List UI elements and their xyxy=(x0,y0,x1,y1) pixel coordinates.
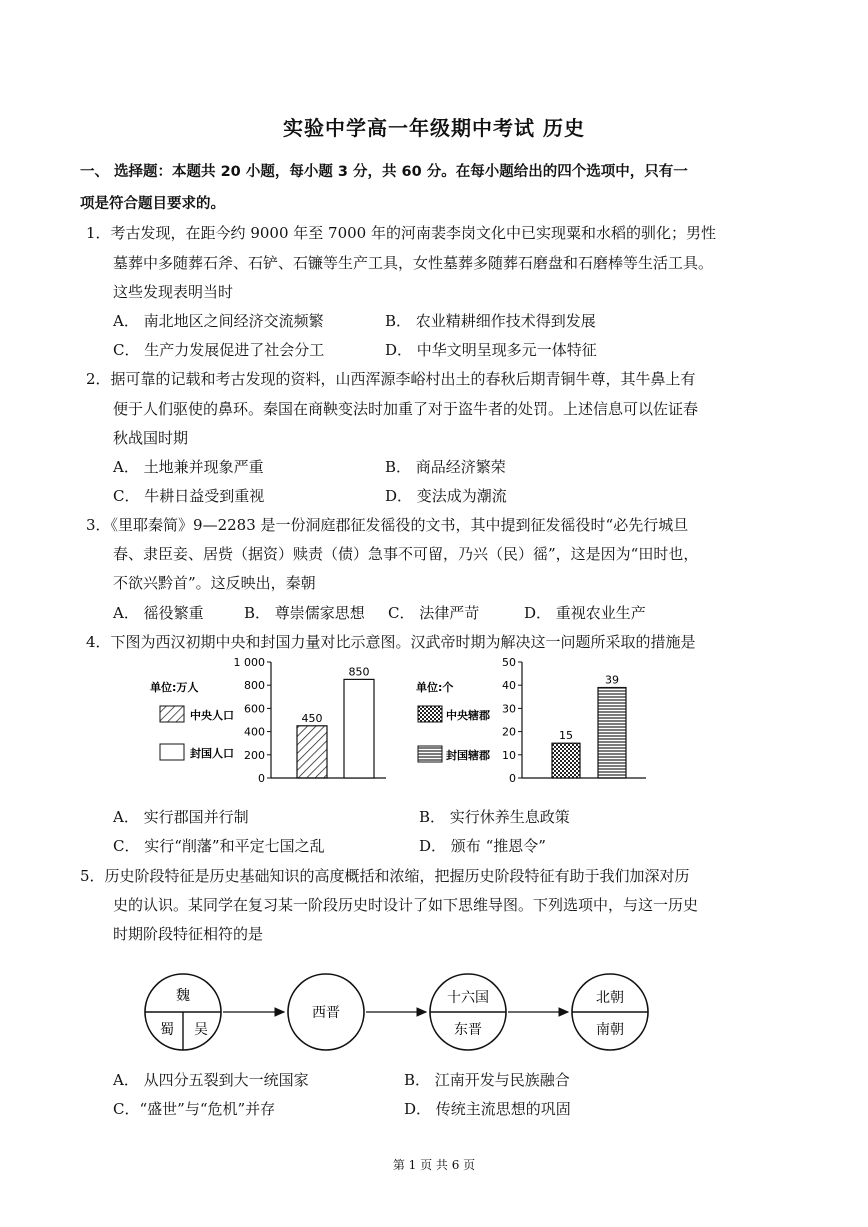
y-tick-label: 1 000 xyxy=(233,656,265,669)
legend-label-central: 中央辖郡 xyxy=(446,709,490,722)
q2-stem-line2: 便于人们驱使的鼻环。秦国在商鞅变法时加重了对于盗牛者的处罚。上述信息可以佐证春 xyxy=(113,400,699,418)
q3-option-c[interactable]: C． 法律严苛 xyxy=(388,604,480,622)
q1-option-d[interactable]: D． 中华文明呈现多元一体特征 xyxy=(385,341,597,359)
legend-label-fief: 封国辖郡 xyxy=(446,749,490,762)
chart-commanderies xyxy=(414,654,654,784)
bar-value-label: 450 xyxy=(301,711,323,725)
section-heading-line2: 项是符合题目要求的。 xyxy=(80,196,225,212)
node-label-dongjin: 东晋 xyxy=(454,1022,482,1038)
q3-stem-line3: 不欲兴黔首”。这反映出，秦朝 xyxy=(113,574,316,592)
y-tick-label: 200 xyxy=(244,748,265,762)
q5-stem-line2: 史的认识。某同学在复习某一阶段历史时设计了如下思维导图。下列选项中，与这一历史 xyxy=(113,896,699,914)
y-tick-label: 40 xyxy=(502,679,516,693)
q2-option-d[interactable]: D． 变法成为潮流 xyxy=(385,487,507,505)
y-tick-label: 800 xyxy=(244,679,265,693)
node-label-shu: 蜀 xyxy=(160,1022,174,1038)
mind-map xyxy=(140,964,670,1060)
q4-option-a[interactable]: A． 实行郡国并行制 xyxy=(113,808,249,826)
q5-option-c[interactable]: C．“盛世”与“危机”并存 xyxy=(113,1100,276,1118)
legend-swatch-central xyxy=(418,706,442,722)
q1-option-c[interactable]: C． 生产力发展促进了社会分工 xyxy=(113,341,325,359)
node-label-nanchao: 南朝 xyxy=(596,1022,624,1038)
legend-label-fief: 封国人口 xyxy=(190,747,234,760)
legend-label-central: 中央人口 xyxy=(190,709,234,722)
bar-封国人口 xyxy=(344,679,374,778)
q1-option-b[interactable]: B． 农业精耕细作技术得到发展 xyxy=(385,312,596,330)
y-tick-label: 30 xyxy=(502,702,516,716)
unit-label: 单位:万人 xyxy=(150,681,199,694)
q3-stem-line2: 春、隶臣妾、居赀（据资）赎责（债）急事不可留，乃兴（民）徭”，这是因为“田时也， xyxy=(113,545,699,563)
q1-option-a[interactable]: A． 南北地区之间经济交流频繁 xyxy=(113,312,324,330)
q4-option-b[interactable]: B． 实行休养生息政策 xyxy=(419,808,570,826)
y-tick-label: 20 xyxy=(502,725,516,739)
bar-中央人口 xyxy=(297,726,327,778)
y-tick-label: 10 xyxy=(502,748,516,762)
node-three-kingdoms xyxy=(145,974,221,1050)
q5-option-a[interactable]: A． 从四分五裂到大一统国家 xyxy=(113,1071,309,1089)
bar-value-label: 39 xyxy=(605,673,619,687)
q3-option-b[interactable]: B． 尊崇儒家思想 xyxy=(244,604,365,622)
bar-value-label: 15 xyxy=(559,729,573,743)
q2-option-b[interactable]: B． 商品经济繁荣 xyxy=(385,458,506,476)
q5-stem-line3: 时期阶段特征相符的是 xyxy=(113,925,264,943)
q4-stem-line1: 4．下图为西汉初期中央和封国力量对比示意图。汉武帝时期为解决这一问题所采取的措施是 xyxy=(86,633,696,651)
q2-stem-line3: 秋战国时期 xyxy=(113,429,189,447)
node-northern-southern-dynasties xyxy=(572,974,648,1050)
chart-population xyxy=(150,654,390,784)
node-western-jin xyxy=(288,974,364,1050)
q1-stem-line1: 1．考古发现，在距今约 9000 年至 7000 年的河南裴李岗文化中已实现粟和水稻的驯化；男性 xyxy=(86,224,716,242)
q3-option-d[interactable]: D． 重视农业生产 xyxy=(524,604,646,622)
y-tick-label: 50 xyxy=(502,656,516,669)
node-label-wu: 吴 xyxy=(194,1022,208,1038)
legend-swatch-fief xyxy=(160,744,184,760)
q3-stem-line1: 3．《里耶秦简》9—2283 是一份洞庭郡征发徭役的文书，其中提到征发徭役时“必先行城旦 xyxy=(86,516,689,534)
y-tick-label: 0 xyxy=(258,772,265,784)
section-heading-line1: 一、 选择题：本题共 20 小题，每小题 3 分，共 60 分。在每小题给出的四个选项中，只有一 xyxy=(80,164,688,180)
q2-option-c[interactable]: C． 牛耕日益受到重视 xyxy=(113,487,265,505)
node-label-beichao: 北朝 xyxy=(596,990,624,1006)
q2-option-a[interactable]: A． 土地兼并现象严重 xyxy=(113,458,264,476)
page-footer: 第 1 页 共 6 页 xyxy=(392,1158,476,1172)
bar-中央辖郡 xyxy=(552,743,580,778)
page-title: 实验中学高一年级期中考试 历史 xyxy=(283,116,585,140)
q1-stem-line3: 这些发现表明当时 xyxy=(113,283,234,301)
legend-swatch-central xyxy=(160,706,184,722)
node-label-xijin: 西晋 xyxy=(312,1005,340,1021)
y-tick-label: 400 xyxy=(244,725,265,739)
bar-封国辖郡 xyxy=(598,688,626,778)
legend-swatch-fief xyxy=(418,746,442,762)
q2-stem-line1: 2．据可靠的记载和考古发现的资料，山西浑源李峪村出土的春秋后期青铜牛尊，其牛鼻上有 xyxy=(86,370,696,388)
q1-stem-line2: 墓葬中多随葬石斧、石铲、石镰等生产工具，女性墓葬多随葬石磨盘和石磨棒等生活工具。 xyxy=(113,254,714,272)
unit-label: 单位:个 xyxy=(416,681,454,694)
q3-option-a[interactable]: A． 徭役繁重 xyxy=(113,604,204,622)
y-tick-label: 600 xyxy=(244,702,265,716)
node-label-shiliuguo: 十六国 xyxy=(447,990,489,1006)
q5-option-b[interactable]: B． 江南开发与民族融合 xyxy=(404,1071,570,1089)
q4-option-d[interactable]: D． 颁布 “推恩令” xyxy=(419,837,546,855)
bar-value-label: 850 xyxy=(348,665,370,679)
q5-option-d[interactable]: D． 传统主流思想的巩固 xyxy=(404,1100,571,1118)
q4-option-c[interactable]: C． 实行“削藩”和平定七国之乱 xyxy=(113,837,325,855)
q5-stem-line1: 5．历史阶段特征是历史基础知识的高度概括和浓缩，把握历史阶段特征有助于我们加深对历 xyxy=(80,867,690,885)
node-sixteen-kingdoms-eastern-jin xyxy=(430,974,506,1050)
node-label-wei: 魏 xyxy=(176,988,190,1004)
y-tick-label: 0 xyxy=(509,772,516,784)
